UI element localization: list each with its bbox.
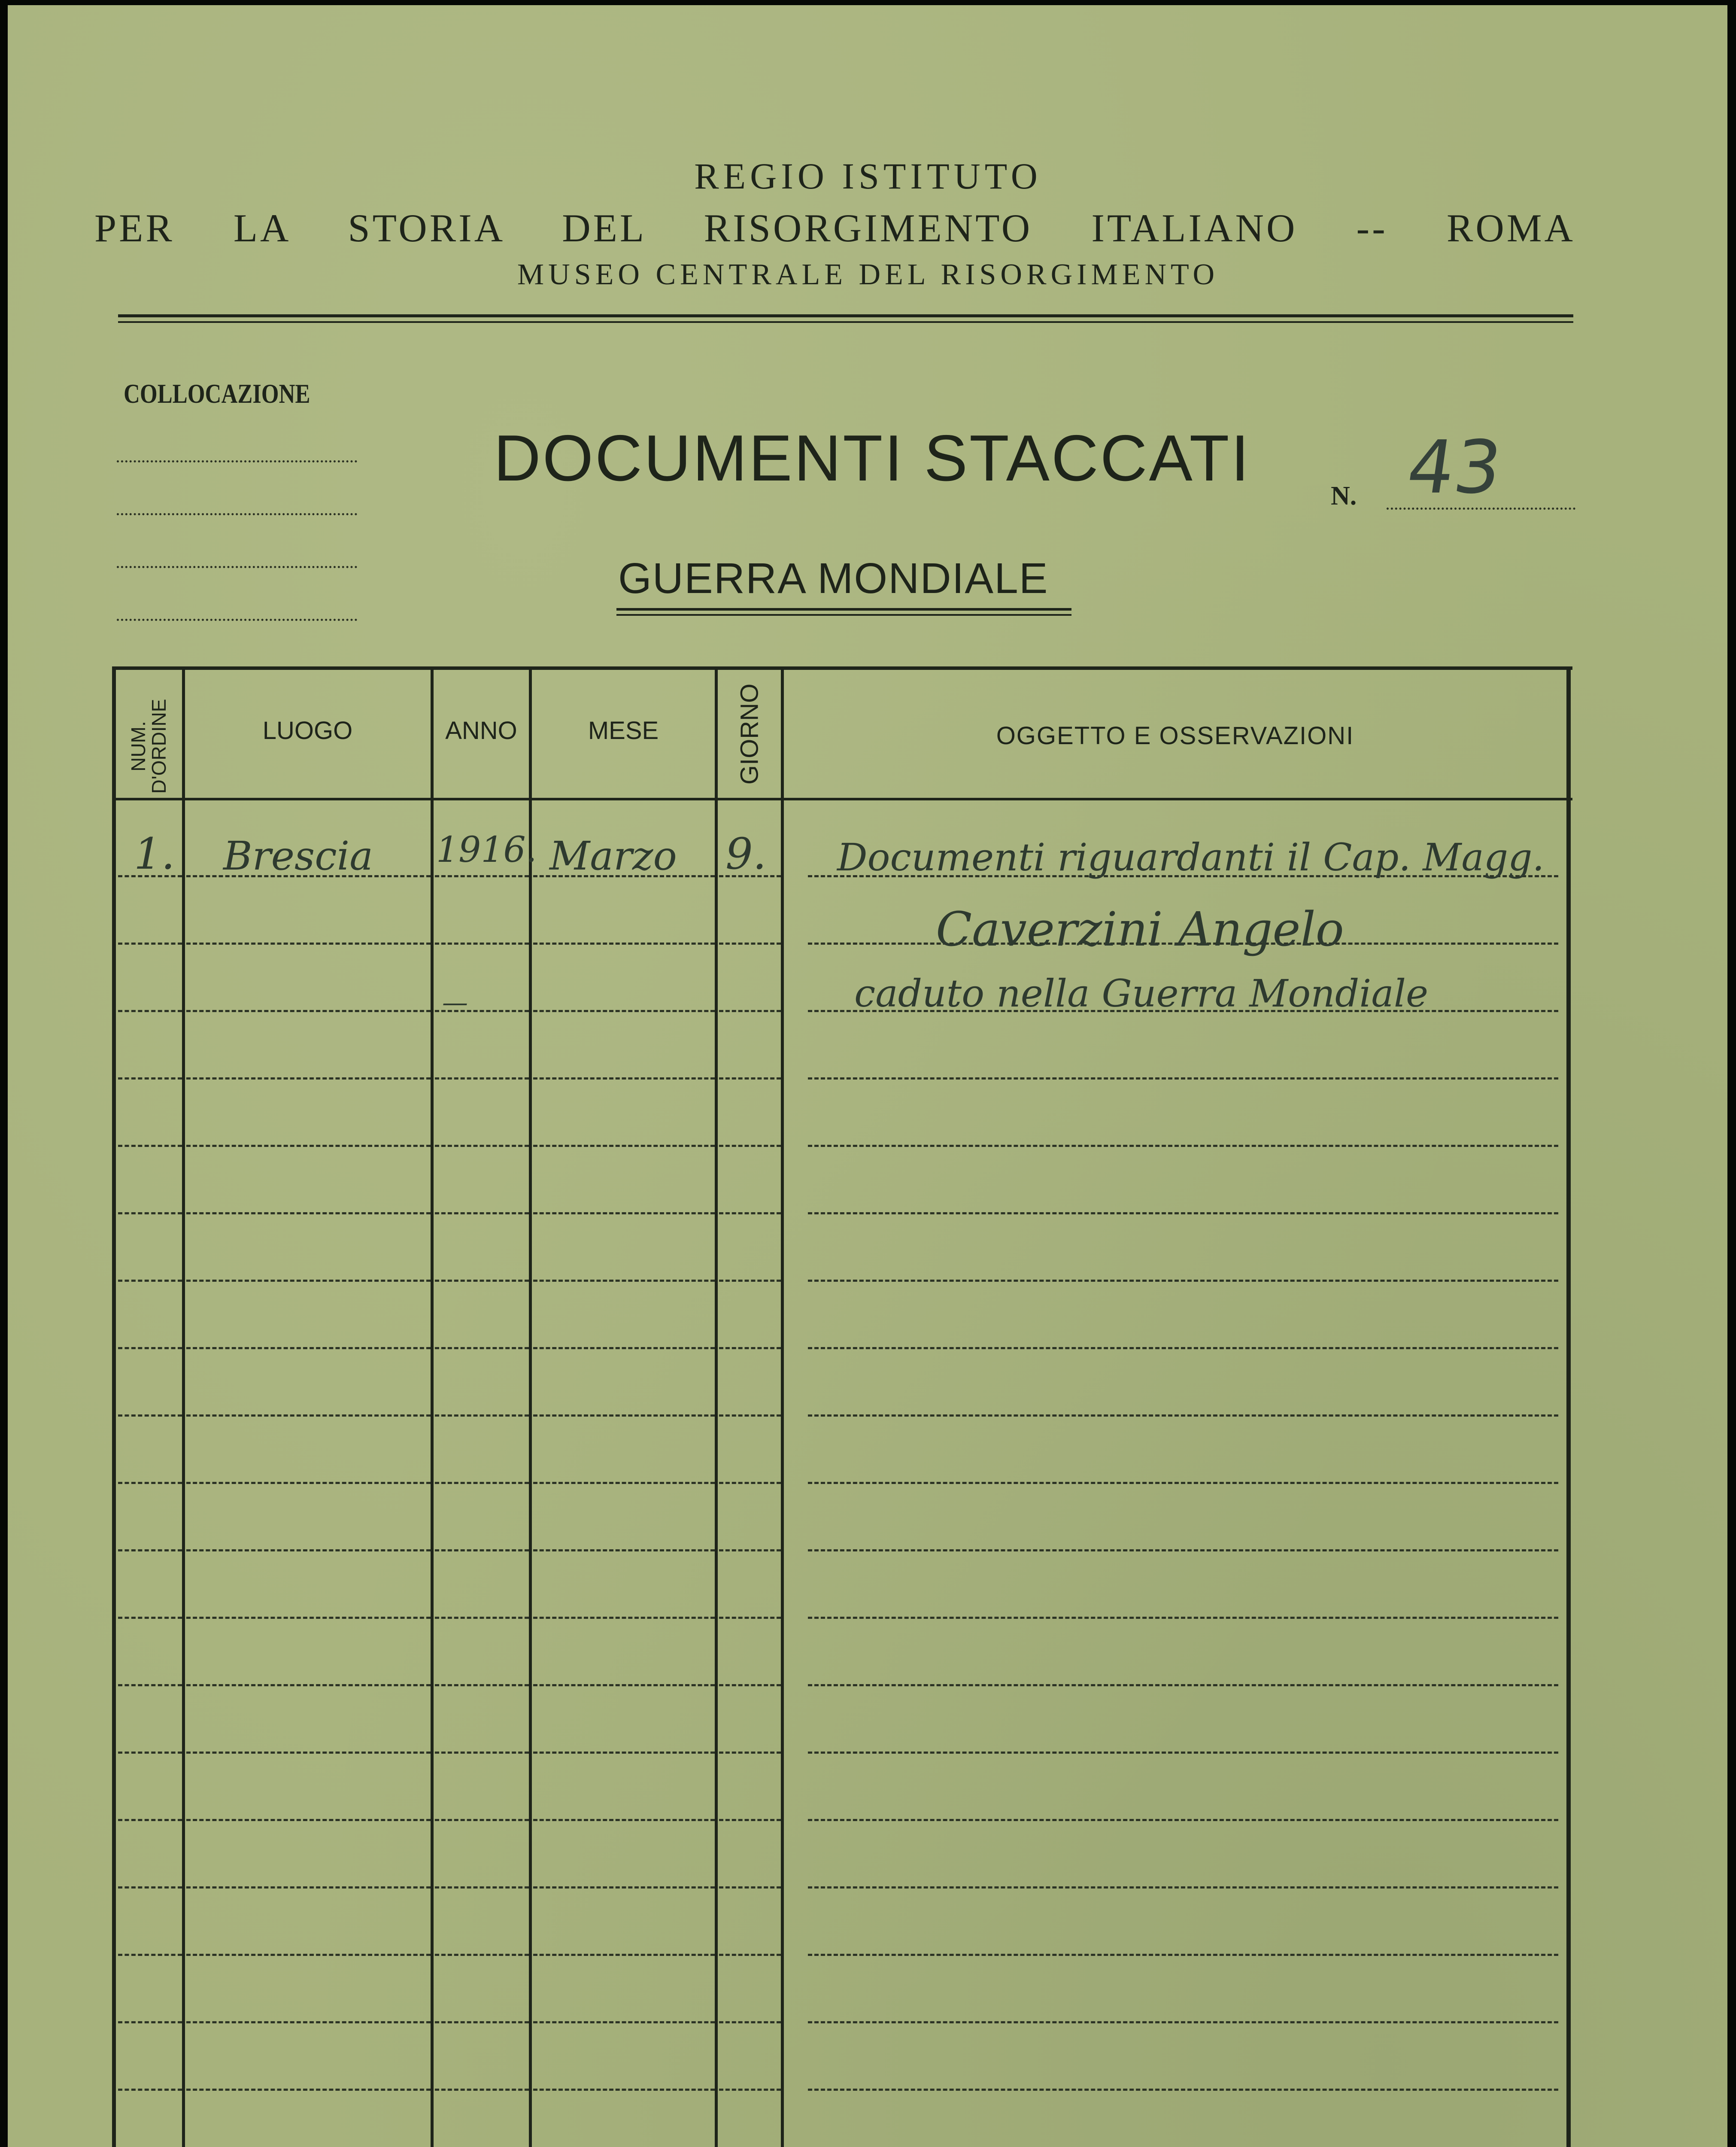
table-rule-line: [719, 1010, 781, 1012]
table-rule-line: [533, 1010, 715, 1012]
table-rule-line: [118, 1954, 182, 1956]
table-rule-line: [808, 1347, 1558, 1349]
table-header-separator: [114, 798, 1572, 800]
table-rule-line: [719, 1954, 781, 1956]
entry-anno: 1916.: [436, 830, 537, 870]
table-rule-line: [186, 2089, 431, 2091]
table-rule-line: [186, 943, 431, 945]
table-rule-line: [435, 875, 529, 877]
table-rule-line: [719, 2089, 781, 2091]
table-rule-line: [186, 1212, 431, 1214]
table-rule-line: [435, 1482, 529, 1484]
table-left-border: [112, 666, 116, 2147]
table-rule-line: [118, 1549, 182, 1551]
table-rule-line: [186, 1549, 431, 1551]
table-rule-line: [808, 1954, 1558, 1956]
table-rule-line: [435, 1954, 529, 1956]
header-mese: MESE: [588, 717, 659, 745]
table-rule-line: [533, 1212, 715, 1214]
table-rule-line: [435, 1145, 529, 1147]
header-giorno: GIORNO: [735, 683, 764, 785]
number-label: N.: [1331, 481, 1357, 511]
table-rule-line: [435, 943, 529, 945]
table-rule-line: [186, 1145, 431, 1147]
table-rule-line: [719, 1617, 781, 1619]
institute-full-name: PER LA STORIA DEL RISORGIMENTO ITALIANO -- ROMA: [94, 206, 1575, 250]
table-rule-line: [186, 1414, 431, 1417]
table-rule-line: [435, 1280, 529, 1282]
table-rule-line: [118, 1819, 182, 1821]
entry-num: 1.: [134, 829, 175, 879]
table-rule-line: [808, 2021, 1558, 2023]
table-rule-line: [435, 1549, 529, 1551]
table-rule-line: [808, 1145, 1558, 1147]
table-rule-line: [808, 1617, 1558, 1619]
table-rule-line: [186, 2021, 431, 2023]
table-rule-line: [533, 1549, 715, 1551]
table-rule-line: [719, 1347, 781, 1349]
table-rule-line: [533, 2021, 715, 2023]
table-rule-line: [808, 1684, 1558, 1686]
table-rule-line: [719, 1077, 781, 1080]
table-rule-line: [435, 1819, 529, 1821]
table-rule-line: [533, 1280, 715, 1282]
table-rule-line: [118, 2021, 182, 2023]
entry-oggetto-line-1: Documenti riguardanti il Cap. Magg.: [837, 835, 1545, 879]
table-rule-line: [186, 1347, 431, 1349]
table-rule-line: [186, 1617, 431, 1619]
table-rule-line: [808, 2089, 1558, 2091]
table-rule-line: [186, 1077, 431, 1080]
table-rule-line: [435, 1077, 529, 1080]
table-rule-line: [186, 1954, 431, 1956]
table-rule-line: [118, 1617, 182, 1619]
entry-luogo: Brescia: [223, 833, 373, 879]
table-rule-line: [118, 1482, 182, 1484]
collocazione-line-3: [117, 566, 357, 568]
header-luogo: LUOGO: [262, 717, 353, 745]
collocazione-line-4: [117, 619, 357, 621]
col-sep-luogo: [431, 668, 434, 2147]
table-rule-line: [533, 1886, 715, 1889]
table-rule-line: [186, 1819, 431, 1821]
table-rule-line: [719, 1819, 781, 1821]
table-rule-line: [186, 1886, 431, 1889]
table-rule-line: [533, 1414, 715, 1417]
table-rule-line: [118, 2089, 182, 2091]
table-rule-line: [533, 1482, 715, 1484]
museum-name: MUSEO CENTRALE DEL RISORGIMENTO: [517, 258, 1219, 291]
table-rule-line: [719, 1482, 781, 1484]
table-rule-line: [533, 1819, 715, 1821]
table-rule-line: [533, 1145, 715, 1147]
table-rule-line: [719, 2021, 781, 2023]
document-sheet: [8, 5, 1727, 2147]
table-rule-line: [186, 1752, 431, 1754]
table-rule-line: [118, 1145, 182, 1147]
table-rule-line: [435, 1347, 529, 1349]
header-rule-bottom: [118, 321, 1573, 323]
table-rule-line: [435, 1684, 529, 1686]
table-rule-line: [808, 1549, 1558, 1551]
col-sep-giorno: [781, 668, 784, 2147]
table-rule-line: [533, 943, 715, 945]
table-rule-line: [118, 1077, 182, 1080]
table-rule-line: [808, 1414, 1558, 1417]
table-rule-line: [719, 1752, 781, 1754]
table-rule-line: [808, 1752, 1558, 1754]
table-rule-line: [186, 1280, 431, 1282]
table-rule-line: [118, 1752, 182, 1754]
institute-name: REGIO ISTITUTO: [694, 155, 1042, 197]
subtitle-underline-2: [616, 614, 1071, 616]
subtitle-underline-1: [616, 608, 1071, 611]
number-value: 43: [1402, 425, 1507, 510]
header-anno: ANNO: [445, 717, 517, 745]
table-right-border: [1566, 666, 1571, 2147]
table-rule-line: [719, 1886, 781, 1889]
table-rule-line: [533, 1954, 715, 1956]
table-rule-line: [719, 1145, 781, 1147]
table-rule-line: [186, 1010, 431, 1012]
entry-oggetto-line-3: caduto nella Guerra Mondiale: [854, 971, 1429, 1016]
table-rule-line: [533, 2089, 715, 2091]
table-rule-line: [808, 1280, 1558, 1282]
table-rule-line: [435, 1886, 529, 1889]
collocazione-line-2: [117, 513, 357, 515]
header-rule-top: [118, 314, 1573, 317]
table-rule-line: [719, 1280, 781, 1282]
entry-mese: Marzo: [549, 833, 677, 879]
table-rule-line: [808, 1077, 1558, 1080]
table-rule-line: [186, 1482, 431, 1484]
table-rule-line: [118, 1280, 182, 1282]
number-line: [1387, 508, 1575, 510]
entry-giorno: 9.: [725, 829, 767, 879]
col-sep-num: [182, 668, 185, 2147]
col-sep-mese: [715, 668, 718, 2147]
col-sep-anno: [529, 668, 532, 2147]
table-rule-line: [533, 1347, 715, 1349]
table-rule-line: [533, 1684, 715, 1686]
table-rule-line: [719, 1212, 781, 1214]
table-rule-line: [118, 1414, 182, 1417]
table-rule-line: [533, 1752, 715, 1754]
table-rule-line: [118, 1010, 182, 1012]
table-rule-line: [533, 1617, 715, 1619]
table-rule-line: [808, 1819, 1558, 1821]
header-num-ordine: NUM. D'ORDINE: [127, 699, 170, 794]
table-rule-line: [435, 1414, 529, 1417]
table-rule-line: [118, 1347, 182, 1349]
header-oggetto: OGGETTO E OSSERVAZIONI: [996, 722, 1354, 750]
entry-oggetto-line-2: Caverzini Angelo: [936, 902, 1344, 957]
table-rule-line: [118, 943, 182, 945]
table-rule-line: [719, 1549, 781, 1551]
table-rule-line: [719, 1414, 781, 1417]
table-rule-line: [435, 1752, 529, 1754]
table-rule-line: [808, 1212, 1558, 1214]
table-rule-line: [808, 1886, 1558, 1889]
table-rule-line: [118, 1212, 182, 1214]
table-rule-line: [435, 1212, 529, 1214]
table-rule-line: [435, 2089, 529, 2091]
table-rule-line: [186, 1684, 431, 1686]
table-rule-line: [719, 1684, 781, 1686]
entry-anno-dash: —: [442, 988, 468, 1018]
subtitle: GUERRA MONDIALE: [618, 554, 1049, 602]
table-top-border: [114, 666, 1572, 670]
table-rule-line: [533, 1077, 715, 1080]
table-rule-line: [435, 1617, 529, 1619]
table-rule-line: [719, 943, 781, 945]
table-rule-line: [118, 1886, 182, 1889]
table-rule-line: [118, 1684, 182, 1686]
table-rule-line: [435, 2021, 529, 2023]
document-title: DOCUMENTI STACCATI: [494, 422, 1251, 495]
collocazione-line-1: [117, 460, 357, 462]
collocazione-label: COLLOCAZIONE: [124, 378, 310, 409]
table-rule-line: [808, 1482, 1558, 1484]
